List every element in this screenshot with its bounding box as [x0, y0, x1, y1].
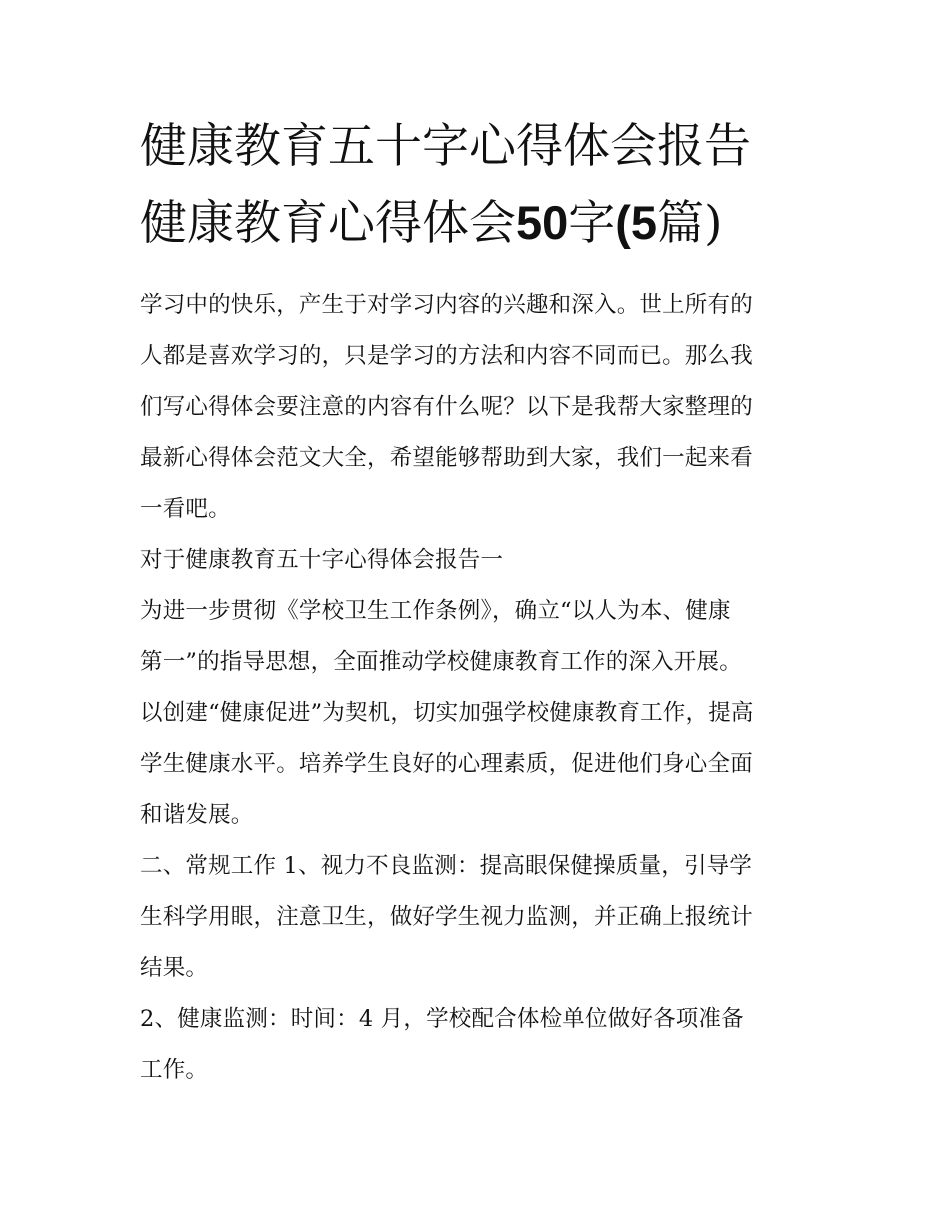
text-line: 学习中的快乐，产生于对学习内容的兴趣和深入。世上所有的: [140, 292, 753, 318]
paragraph-purpose: [140, 586, 820, 841]
title-line-2-number: 50: [516, 196, 569, 249]
title-line-2-mid: 字: [568, 196, 616, 251]
paragraph-intro: [140, 280, 820, 535]
section-heading: [140, 535, 820, 586]
text-line: 生科学用眼，注意卫生，做好学生视力监测，并正确上报统计: [140, 904, 753, 930]
document-title-line-2: [140, 187, 840, 260]
paragraph-routine-work: [140, 841, 820, 994]
title-line-2-end: 篇): [657, 196, 723, 251]
text-line: 学生健康水平。培养学生良好的心理素质，促进他们身心全面: [140, 751, 753, 777]
document-title-line-1: 健康教育五十字心得体会报告: [140, 119, 751, 174]
text-line: 为进一步贯彻《学校卫生工作条例》，确立“以人为本、健康: [140, 598, 731, 624]
title-line-2-count: (5: [615, 196, 658, 249]
paragraph-health-monitoring: [140, 994, 820, 1096]
text-line: 以创建“健康促进”为契机，切实加强学校健康教育工作，提高: [140, 700, 754, 726]
text-line: 人都是喜欢学习的，只是学习的方法和内容不同而已。那么我: [140, 343, 753, 369]
text-line: 一看吧。: [140, 496, 231, 522]
text-line: 2、健康监测：时间：4 月，学校配合体检单位做好各项准备: [140, 1006, 744, 1032]
text-line: 和谐发展。: [140, 802, 254, 828]
text-line: 二、常规工作 1、视力不良监测：提高眼保健操质量，引导学: [140, 853, 753, 879]
text-line: 第一”的指导思想，全面推动学校健康教育工作的深入开展。: [140, 649, 742, 675]
text-line: 最新心得体会范文大全，希望能够帮助到大家，我们一起来看: [140, 445, 753, 471]
text-line: 对于健康教育五十字心得体会报告一: [140, 547, 504, 573]
text-line: 工作。: [140, 1057, 209, 1083]
document-body: [140, 280, 820, 1096]
text-line: 们写心得体会要注意的内容有什么呢？以下是我帮大家整理的: [140, 394, 753, 420]
title-line-2-prefix: 健康教育心得体会: [140, 196, 516, 251]
text-line: 结果。: [140, 955, 209, 981]
